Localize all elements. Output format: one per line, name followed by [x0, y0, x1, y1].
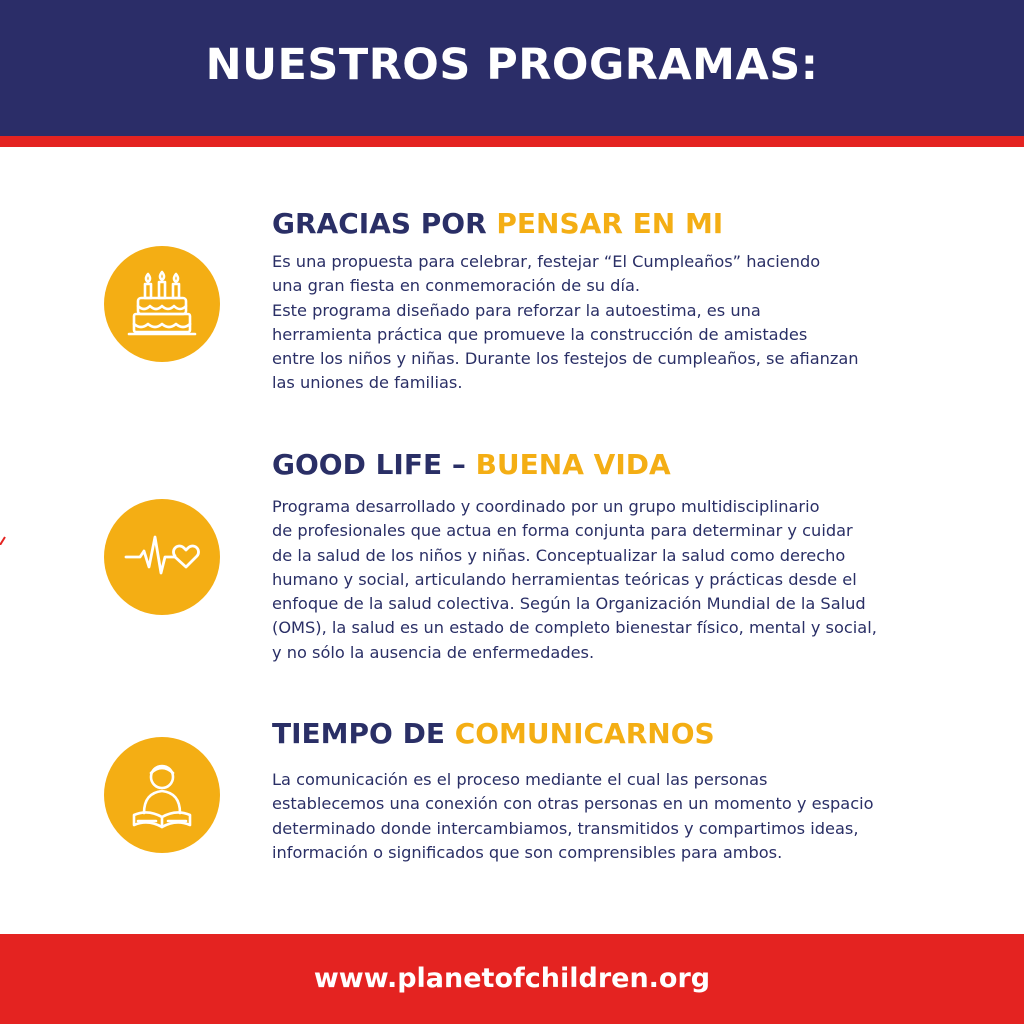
- footer-banner: [0, 934, 1024, 1024]
- program-title-accent: PENSAR EN MI: [496, 207, 724, 240]
- program-title-accent: BUENA VIDA: [475, 448, 671, 481]
- program-title-main: GRACIAS POR: [272, 207, 497, 240]
- program-description: La comunicación es el proceso mediante el cual las personas establecemos una conexión con otras personas en un momento y espacio determinado donde intercambiamos, transmitidos y compartimos ideas, información o significados que son comprensibles para ambos.: [272, 770, 874, 862]
- page-title: NUESTROS PROGRAMAS:: [205, 40, 819, 90]
- birthday-cake-icon: [104, 246, 220, 362]
- program-title-accent: COMUNICARNOS: [454, 717, 715, 750]
- heartbeat-icon: [104, 499, 220, 615]
- decorative-mark: [0, 533, 6, 545]
- header-red-stripe: [0, 136, 1024, 147]
- program-title-main: GOOD LIFE –: [272, 448, 476, 481]
- website-url: www.planetofchildren.org: [313, 963, 711, 994]
- program-title: [272, 450, 671, 481]
- program-description: Es una propuesta para celebrar, festejar “El Cumpleaños” haciendo una gran fiesta en conmemoración de su día. Este programa diseñado para reforzar la autoestima, es una herramienta práctica que promueve la construcción de amistades entre los niños y niñas. Durante los festejos de cumpleaños, se afianzan las uniones de familias.: [272, 252, 859, 393]
- child-reading-icon: [104, 737, 220, 853]
- header-banner: [0, 0, 1024, 136]
- program-title: [272, 719, 715, 750]
- program-title: [272, 209, 723, 240]
- program-description: Programa desarrollado y coordinado por un grupo multidisciplinario de profesionales que actua en forma conjunta para determinar y cuidar de la salud de los niños y niñas. Conceptualizar la salud como derecho humano y social, articulando herramientas teóricas y prácticas desde el enfoque de la salud colectiva. Según la Organización Mundial de la Salud (OMS), la salud es un estado de completo bienestar físico, mental y social, y no sólo la ausencia de enfermedades.: [272, 497, 877, 662]
- program-title-main: TIEMPO DE: [272, 717, 455, 750]
